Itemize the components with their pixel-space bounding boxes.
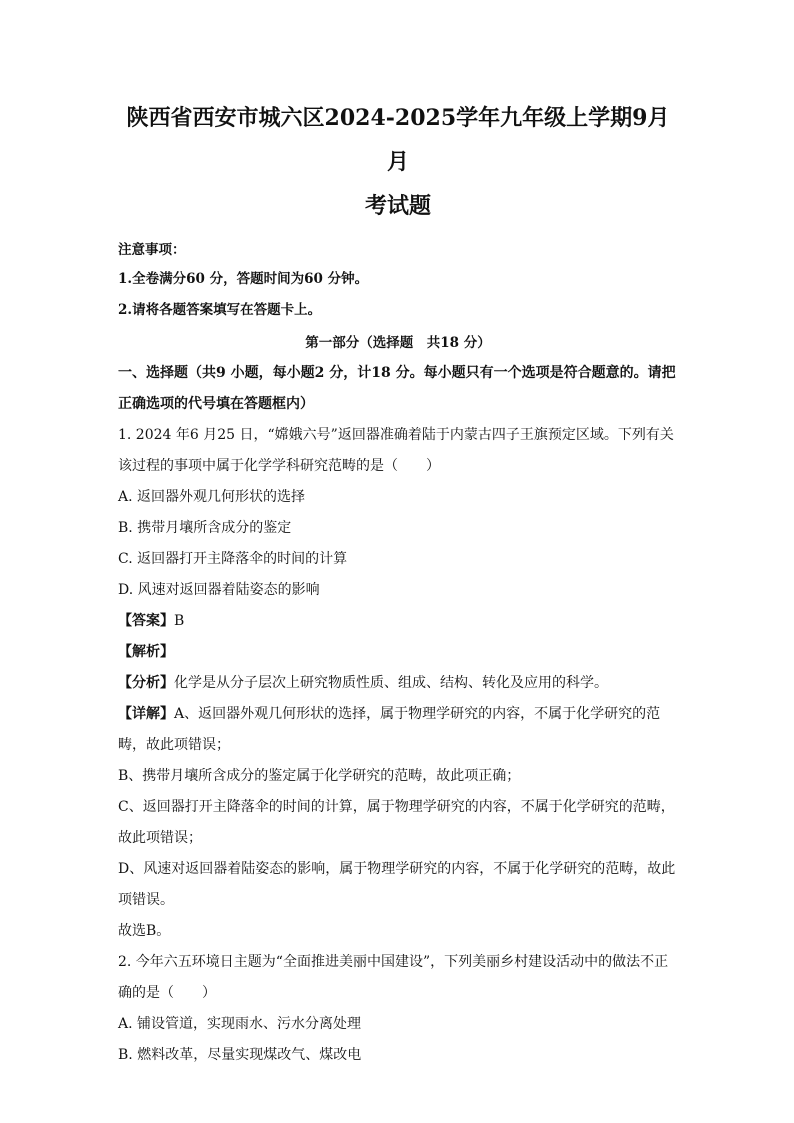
question-2-option-b: B. 燃料改革，尽量实现煤改气、煤改电 <box>118 1047 362 1063</box>
analysis-tag: 【解析】 <box>118 644 174 660</box>
xiangjie-tag: 【详解】 <box>118 706 174 722</box>
question-1-option-a: A. 返回器外观几何形状的选择 <box>118 489 306 505</box>
xiangjie-text-a: A、返回器外观几何形状的选择，属于物理学研究的内容，不属于化学研究的范畴，故此项错误； <box>118 706 661 753</box>
xiangjie-line-b: B、携带月壤所含成分的鉴定属于化学研究的范畴，故此项正确； <box>118 768 521 784</box>
section-heading: 一、选择题（共9 小题，每小题2 分，计18 分。每小题只有一个选项是符合题意的。请把正确选项的代号填在答题框内） <box>118 365 676 412</box>
fenxi-line <box>118 668 678 699</box>
exam-title <box>118 96 678 228</box>
question-2-option-a: A. 铺设管道，实现雨水、污水分离处理 <box>118 1016 362 1032</box>
answer-line <box>118 606 678 637</box>
question-1-option-b: B. 携带月壤所含成分的鉴定 <box>118 520 292 536</box>
xiangjie-line-c: C、返回器打开主降落伞的时间的计算，属于物理学研究的内容，不属于化学研究的范畴，故此项错误； <box>118 799 675 846</box>
notice-item-2: 2.请将各题答案填写在答题卡上。 <box>118 302 322 318</box>
part-heading: 第一部分（选择题 共18 分） <box>305 335 491 351</box>
question-1-stem: 1. 2024 年6 月25 日，“嫦娥六号”返回器准确着陆于内蒙古四子王旗预定区域。下列有关该过程的事项中属于化学学科研究范畴的是（ ） <box>118 427 674 474</box>
question-2-stem: 2. 今年六五环境日主题为“全面推进美丽中国建设”，下列美丽乡村建设活动中的做法不正确的是（ ） <box>118 954 669 1001</box>
title-line-2: 考试题 <box>364 193 431 219</box>
xiangjie-line-a <box>118 699 678 761</box>
conclusion-line: 故选B。 <box>118 923 171 939</box>
notice-item-1: 1.全卷满分60 分，答题时间为60 分钟。 <box>118 271 369 287</box>
exam-page <box>118 96 678 1071</box>
fenxi-tag: 【分析】 <box>118 675 174 691</box>
fenxi-text: 化学是从分子层次上研究物质性质、组成、结构、转化及应用的科学。 <box>174 675 608 691</box>
notice-heading: 注意事项： <box>118 242 186 258</box>
title-line-1: 陕西省西安市城六区2024-2025学年九年级上学期9月月 <box>126 105 670 175</box>
analysis-line <box>118 637 678 668</box>
answer-tag: 【答案】 <box>118 613 174 629</box>
xiangjie-line-d: D、风速对返回器着陆姿态的影响，属于物理学研究的内容，不属于化学研究的范畴，故此项错误。 <box>118 861 676 908</box>
answer-value: B <box>174 613 185 629</box>
question-1-option-d: D. 风速对返回器着陆姿态的影响 <box>118 582 320 598</box>
question-1-option-c: C. 返回器打开主降落伞的时间的计算 <box>118 551 348 567</box>
